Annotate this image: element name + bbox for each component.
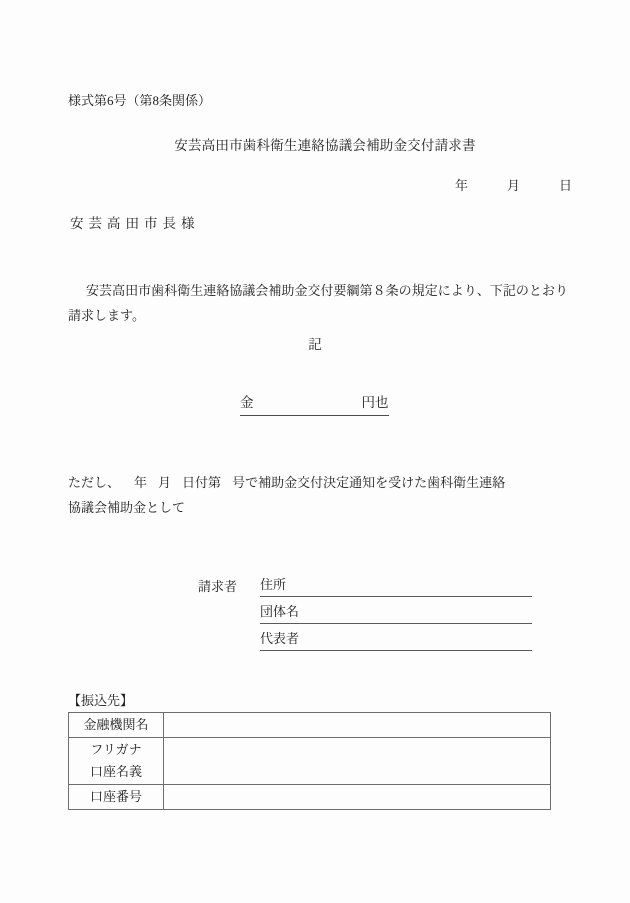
- document-title: 安芸高田市歯科衛生連絡協議会補助金交付請求書: [174, 138, 476, 153]
- address-field-label: 住所: [260, 577, 287, 592]
- representative-field[interactable]: [260, 629, 532, 651]
- address-field[interactable]: [260, 575, 532, 597]
- table-row: [69, 738, 551, 785]
- amount-line: [240, 392, 389, 416]
- amount-suffix-label: 円也: [361, 395, 389, 410]
- bank-institution-value-cell[interactable]: [164, 713, 551, 738]
- bank-institution-label-cell: [69, 713, 164, 738]
- body-paragraph: [68, 278, 568, 328]
- account-furigana-label: フリガナ: [90, 742, 142, 757]
- bank-details-table: [68, 712, 551, 810]
- account-name-value-cell[interactable]: [164, 738, 551, 785]
- signature-fields: [260, 575, 532, 656]
- proviso-paragraph: [68, 470, 568, 520]
- organization-name-field[interactable]: [260, 602, 532, 624]
- proviso-tail-text: 協議会補助金として: [68, 500, 186, 515]
- table-row: [69, 713, 551, 738]
- addressee-line: 安芸高田市長様: [70, 216, 200, 231]
- account-number-label-cell: [69, 785, 164, 810]
- amount-prefix-label: 金: [240, 395, 254, 410]
- proviso-day-label: 日付第: [182, 475, 222, 490]
- account-name-label: 口座名義: [89, 764, 142, 779]
- organization-name-field-label: 団体名: [260, 604, 300, 619]
- proviso-number-text: 号で補助金交付決定通知を受けた歯科衛生連絡: [232, 475, 506, 490]
- account-number-value-cell[interactable]: [164, 785, 551, 810]
- representative-field-label: 代表者: [260, 631, 300, 646]
- signature-heading: 請求者: [198, 579, 238, 594]
- form-number: 様式第6号（第8条関係）: [68, 93, 212, 108]
- body-paragraph-text: 安芸高田市歯科衛生連絡協議会補助金交付要綱第８条の規定により、下記のとおり請求します。: [68, 283, 568, 323]
- amount-underlined-field[interactable]: [240, 392, 389, 416]
- account-name-label-cell: [69, 738, 164, 785]
- bank-institution-label: 金融機関名: [83, 717, 149, 732]
- ki-marker: 記: [308, 337, 322, 352]
- bank-section-title: 【振込先】: [68, 693, 134, 708]
- proviso-lead: ただし、: [68, 475, 121, 490]
- proviso-month-label: 月: [158, 475, 172, 490]
- date-line: 年 月 日: [454, 178, 572, 193]
- table-row: [69, 785, 551, 810]
- proviso-year-label: 年: [134, 475, 148, 490]
- account-number-label: 口座番号: [89, 789, 142, 804]
